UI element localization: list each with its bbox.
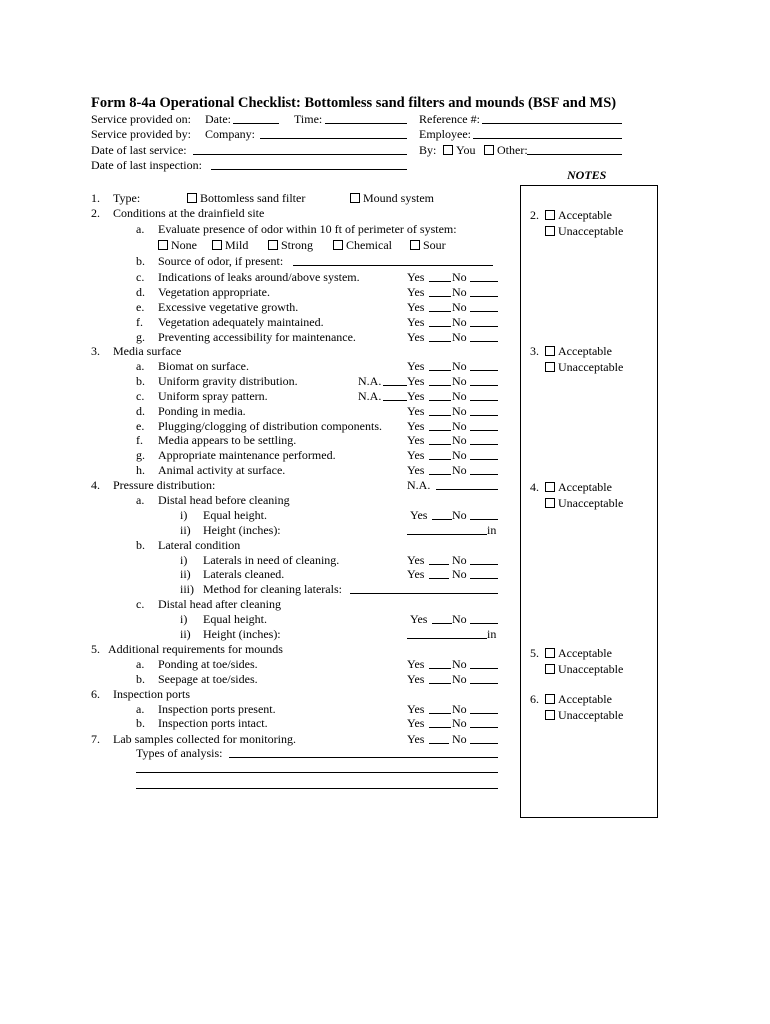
no-label: No [452,270,467,284]
checklist-item-label: Inspection ports intact. [158,716,268,730]
checkbox-icon[interactable] [350,193,360,203]
checkbox-icon[interactable] [545,648,555,658]
form-title: Form 8-4a Operational Checklist: Bottomless sand filters and mounds (BSF and MS) [91,95,617,111]
no-blank[interactable] [470,315,498,327]
no-label: No [452,448,467,462]
service-on-label: Service provided on: [91,112,191,126]
no-blank[interactable] [470,672,498,684]
no-label: No [452,285,467,299]
na-blank[interactable] [383,374,407,386]
yes-blank[interactable] [429,463,451,475]
date-field[interactable] [233,112,279,124]
item-letter: b. [136,374,145,388]
item-letter: b. [136,672,145,686]
no-blank[interactable] [470,508,498,520]
unacceptable-option[interactable] [545,360,623,374]
yes-label: Yes [407,716,425,730]
yes-label: Yes [407,359,425,373]
odor-sour-option[interactable]: Sour [410,238,446,252]
odor-strong-option[interactable]: Strong [268,238,313,252]
q3-number: 3. [91,344,100,358]
yes-label: Yes [407,567,425,581]
no-label: No [452,716,467,730]
reference-label: Reference #: [419,112,480,126]
checklist-item-label: Uniform spray pattern. [158,389,268,403]
no-blank[interactable] [470,463,498,475]
q4c-i-label: Equal height. [203,612,267,626]
employee-label: Employee: [419,127,471,141]
checklist-item-label: Uniform gravity distribution. [158,374,298,388]
odor-mild-option[interactable]: Mild [212,238,248,252]
unacceptable-option[interactable] [545,662,623,676]
q4c-label: Distal head after cleaning [158,597,281,611]
yes-label: Yes [407,419,425,433]
q2a-label: Evaluate presence of odor within 10 ft of perimeter of system: [158,222,457,236]
acceptable-option[interactable] [545,208,612,222]
q4a-label: Distal head before cleaning [158,493,290,507]
no-blank[interactable] [470,567,498,579]
notes-item-number [530,344,539,358]
no-blank[interactable] [470,657,498,669]
checklist-item-label: Excessive vegetative growth. [158,300,299,314]
item-roman: i) [180,612,188,626]
item-letter: d. [136,404,145,418]
no-label: No [452,672,467,686]
acceptable-option[interactable] [545,692,612,706]
yes-label: Yes [407,374,425,388]
yes-blank[interactable] [429,270,451,282]
no-blank[interactable] [470,404,498,416]
by-you-option[interactable]: You [443,143,475,157]
acceptable-option[interactable] [545,480,612,494]
acceptable-label: Acceptable [558,646,612,660]
item-letter: g. [136,448,145,462]
item-roman: ii) [180,627,191,641]
yes-label: Yes [407,732,425,746]
checkbox-icon[interactable] [484,145,494,155]
item-letter: h. [136,463,145,477]
last-service-field[interactable] [193,143,407,155]
item-letter: f. [136,315,143,329]
analysis-types-label: Types of analysis: [136,746,223,760]
checkbox-icon[interactable] [545,664,555,674]
yes-blank[interactable] [429,285,451,297]
checklist-item-label: Ponding at toe/sides. [158,657,258,671]
no-blank[interactable] [470,389,498,401]
checkbox-icon[interactable] [187,193,197,203]
checklist-item-label: Media appears to be settling. [158,433,297,447]
acceptable-label: Acceptable [558,344,612,358]
yes-blank[interactable] [429,300,451,312]
other-field[interactable] [527,143,622,155]
no-blank[interactable] [470,359,498,371]
time-label: Time: [294,112,323,126]
by-label: By: [419,143,437,157]
item-letter: a. [136,222,145,236]
checkbox-icon[interactable] [545,694,555,704]
notes-number: 5. [530,646,539,660]
checklist-item-label: Inspection ports present. [158,702,276,716]
checkbox-icon[interactable] [545,346,555,356]
item-letter: b. [136,538,145,552]
cleaning-method-field[interactable] [350,582,498,594]
no-blank[interactable] [470,300,498,312]
checkbox-icon[interactable] [545,498,555,508]
yes-blank[interactable] [429,702,451,714]
unacceptable-option[interactable] [545,224,623,238]
item-roman: iii) [180,582,194,596]
q4a-i-label: Equal height. [203,508,267,522]
type-mound-option[interactable]: Mound system [350,191,434,205]
item-roman: i) [180,553,188,567]
odor-chemical-option[interactable]: Chemical [333,238,392,252]
analysis-types-field[interactable] [229,746,498,758]
odor-source-field[interactable] [293,254,493,266]
last-inspection-field[interactable] [211,158,407,170]
inch-unit: in [487,627,497,641]
yes-blank[interactable] [429,404,451,416]
no-blank[interactable] [470,716,498,728]
unacceptable-label: Unacceptable [558,708,624,722]
yes-blank[interactable] [432,612,452,624]
checkbox-icon[interactable] [268,240,278,250]
no-blank[interactable] [470,553,498,565]
no-label: No [452,315,467,329]
yes-label: Yes [407,300,425,314]
q4-number: 4. [91,478,100,492]
q4b-iii-label: Method for cleaning laterals: [203,582,342,596]
q7-number: 7. [91,732,100,746]
q3-label: Media surface [113,344,182,358]
unacceptable-label: Unacceptable [558,360,624,374]
q4b-i-label: Laterals in need of cleaning. [203,553,340,567]
unacceptable-label: Unacceptable [558,662,624,676]
odor-none-option[interactable]: None [158,238,197,252]
checkbox-icon[interactable] [545,210,555,220]
last-inspection-label: Date of last inspection: [91,158,202,172]
yes-blank[interactable] [429,672,451,684]
yes-blank[interactable] [429,315,451,327]
height-after-field[interactable] [407,627,487,639]
q2-label: Conditions at the drainfield site [113,206,265,220]
time-field[interactable] [325,112,407,124]
na-label: N.A. [358,389,382,403]
no-blank[interactable] [470,270,498,282]
no-blank[interactable] [470,732,498,744]
no-label: No [452,300,467,314]
no-blank[interactable] [470,419,498,431]
checkbox-icon[interactable] [212,240,222,250]
no-label: No [452,374,467,388]
unacceptable-label: Unacceptable [558,496,624,510]
q5-label: Additional requirements for mounds [108,642,283,656]
yes-blank[interactable] [432,508,452,520]
checklist-item-label: Vegetation appropriate. [158,285,270,299]
unacceptable-option[interactable] [545,496,623,510]
yes-label: Yes [407,657,425,671]
checklist-item-label: Preventing accessibility for maintenance. [158,330,356,344]
yes-label: Yes [410,612,428,626]
notes-number: 6. [530,692,539,706]
checklist-item-label: Indications of leaks around/above system. [158,270,360,284]
yes-blank[interactable] [429,359,451,371]
by-other-option[interactable]: Other: [484,143,528,157]
checkbox-icon[interactable] [410,240,420,250]
yes-blank[interactable] [429,419,451,431]
q2b-label: Source of odor, if present: [158,254,284,268]
na-blank[interactable] [383,389,407,401]
checkbox-icon[interactable] [333,240,343,250]
checklist-item-label: Animal activity at surface. [158,463,286,477]
yes-label: Yes [407,702,425,716]
checklist-item-label: Ponding in media. [158,404,246,418]
item-letter: a. [136,657,145,671]
na-label: N.A. [358,374,382,388]
no-blank[interactable] [470,612,498,624]
no-blank[interactable] [470,433,498,445]
notes-number: 2. [530,208,539,222]
checklist-item-label: Biomat on surface. [158,359,249,373]
yes-blank[interactable] [429,448,451,460]
yes-label: Yes [407,448,425,462]
item-letter: c. [136,389,145,403]
item-letter: d. [136,285,145,299]
item-letter: b. [136,254,145,268]
acceptable-option[interactable] [545,646,612,660]
checkbox-icon[interactable] [443,145,453,155]
item-letter: a. [136,359,145,373]
yes-blank[interactable] [429,330,451,342]
service-by-label: Service provided by: [91,127,191,141]
checkbox-icon[interactable] [545,226,555,236]
acceptable-label: Acceptable [558,208,612,222]
no-label: No [452,702,467,716]
checklist-item-label: Appropriate maintenance performed. [158,448,336,462]
analysis-line-2[interactable] [136,761,498,773]
pressure-na-field[interactable] [436,478,498,490]
no-blank[interactable] [470,330,498,342]
acceptable-option[interactable] [545,344,612,358]
yes-label: Yes [407,285,425,299]
item-letter: e. [136,419,145,433]
analysis-line-3[interactable] [136,777,498,789]
yes-blank[interactable] [429,389,451,401]
inch-unit: in [487,523,497,537]
no-label: No [452,359,467,373]
no-label: No [452,389,467,403]
yes-label: Yes [407,270,425,284]
reference-field[interactable] [482,112,622,124]
checklist-item-label: Seepage at toe/sides. [158,672,258,686]
notes-item-number [530,208,539,222]
yes-label: Yes [407,553,425,567]
q4-label: Pressure distribution: [113,478,216,492]
yes-label: Yes [407,330,425,344]
no-blank[interactable] [470,702,498,714]
acceptable-label: Acceptable [558,480,612,494]
q4c-ii-label: Height (inches): [203,627,281,641]
q5-number: 5. [91,642,100,656]
item-roman: ii) [180,567,191,581]
item-letter: a. [136,493,145,507]
notes-item-number [530,692,539,706]
q6-number: 6. [91,687,100,701]
na-label: N.A. [407,478,431,492]
no-label: No [452,463,467,477]
q6-label: Inspection ports [113,687,190,701]
last-service-label: Date of last service: [91,143,187,157]
item-letter: f. [136,433,143,447]
yes-label: Yes [407,672,425,686]
q4b-ii-label: Laterals cleaned. [203,567,285,581]
checkbox-icon[interactable] [158,240,168,250]
yes-blank[interactable] [429,657,451,669]
item-roman: i) [180,508,188,522]
acceptable-label: Acceptable [558,692,612,706]
no-label: No [452,553,467,567]
no-label: No [452,612,467,626]
item-roman: ii) [180,523,191,537]
no-label: No [452,419,467,433]
item-letter: e. [136,300,145,314]
notes-heading: NOTES [567,168,607,182]
checklist-item-label: Plugging/clogging of distribution components. [158,419,382,433]
q1-number: 1. [91,191,100,205]
checkbox-icon[interactable] [545,710,555,720]
yes-blank[interactable] [429,716,451,728]
no-blank[interactable] [470,374,498,386]
no-label: No [452,330,467,344]
yes-blank[interactable] [429,374,451,386]
yes-label: Yes [407,463,425,477]
yes-blank[interactable] [429,732,449,744]
checklist-item-label: Vegetation adequately maintained. [158,315,324,329]
checkbox-icon[interactable] [545,482,555,492]
yes-label: Yes [407,315,425,329]
height-before-field[interactable] [407,523,487,535]
notes-number: 3. [530,344,539,358]
employee-field[interactable] [473,127,622,139]
unacceptable-option[interactable] [545,708,623,722]
no-blank[interactable] [470,285,498,297]
yes-label: Yes [410,508,428,522]
q7-label: Lab samples collected for monitoring. [113,732,296,746]
item-letter: a. [136,702,145,716]
item-letter: c. [136,597,145,611]
item-letter: c. [136,270,145,284]
yes-blank[interactable] [429,433,451,445]
yes-label: Yes [407,389,425,403]
q4b-label: Lateral condition [158,538,241,552]
company-label: Company: [205,127,255,141]
q2-number: 2. [91,206,100,220]
no-label: No [452,404,467,418]
q4a-ii-label: Height (inches): [203,523,281,537]
no-label: No [452,508,467,522]
type-bsf-option[interactable]: Bottomless sand filter [187,191,305,205]
yes-label: Yes [407,404,425,418]
checkbox-icon[interactable] [545,362,555,372]
no-label: No [452,433,467,447]
yes-blank[interactable] [429,567,449,579]
notes-item-number [530,480,539,494]
item-letter: b. [136,716,145,730]
company-field[interactable] [260,127,407,139]
notes-item-number [530,646,539,660]
q1-label: Type: [113,191,141,205]
unacceptable-label: Unacceptable [558,224,624,238]
no-label: No [452,732,467,746]
yes-blank[interactable] [429,553,449,565]
notes-number: 4. [530,480,539,494]
date-label: Date: [205,112,231,126]
yes-label: Yes [407,433,425,447]
no-blank[interactable] [470,448,498,460]
no-label: No [452,657,467,671]
item-letter: g. [136,330,145,344]
no-label: No [452,567,467,581]
